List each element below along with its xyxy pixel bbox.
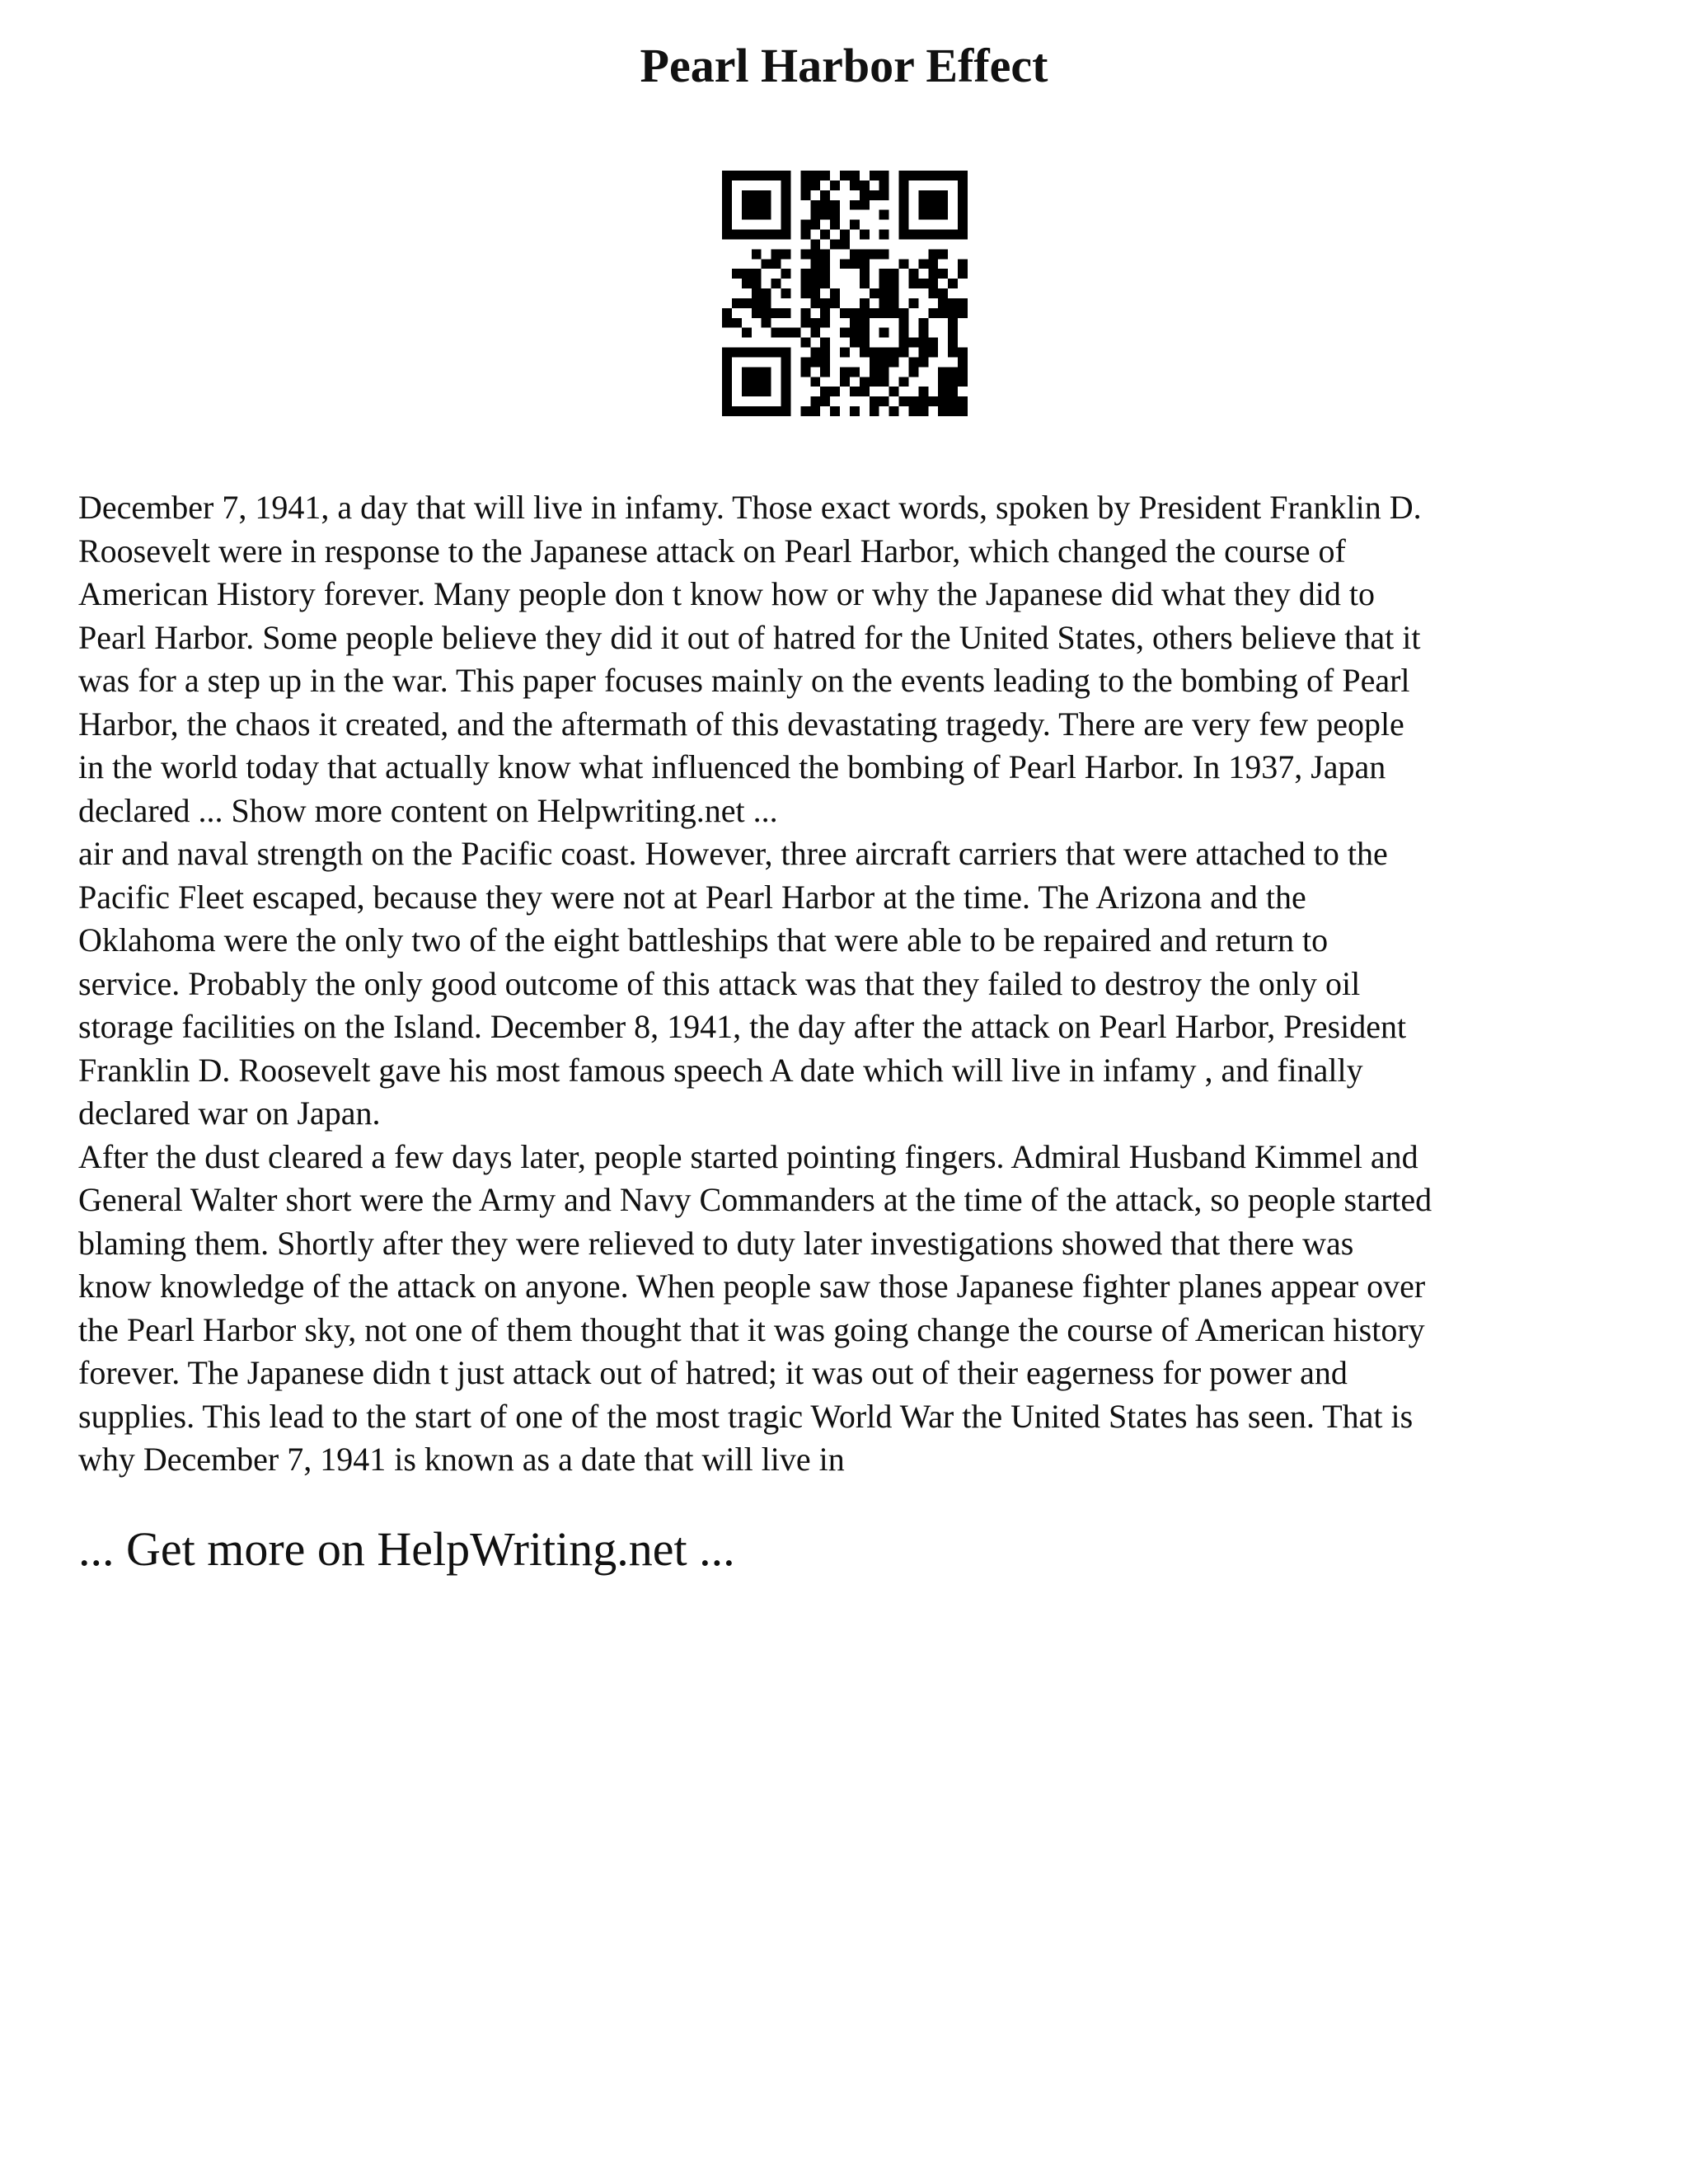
qr-code-icon [722, 171, 968, 416]
qr-code-graphic [722, 171, 968, 416]
paragraph-line: blaming them. Shortly after they were relieved to duty later investigations showed that there was [78, 1224, 1354, 1262]
paragraph-line: Franklin D. Roosevelt gave his most famous speech A date which will live in infamy , and finally [78, 1051, 1363, 1089]
page-title: Pearl Harbor Effect [640, 39, 1048, 92]
paragraph-line: forever. The Japanese didn t just attack out of hatred; it was out of their eagerness for power and [78, 1354, 1348, 1391]
paragraph-line: service. Probably the only good outcome of this attack was that they failed to destroy the only oil [78, 964, 1361, 1002]
paragraph-line: American History forever. Many people don t know how or why the Japanese did what they did to [78, 575, 1375, 612]
paragraph-line: supplies. This lead to the start of one of the most tragic World War the United States has seen. That is [78, 1397, 1414, 1435]
article-body [78, 486, 1628, 1482]
paragraph-line: in the world today that actually know what influenced the bombing of Pearl Harbor. In 1937, Japan [78, 748, 1386, 785]
paragraph-line: the Pearl Harbor sky, not one of them thought that it was going change the course of American history [78, 1310, 1425, 1348]
paragraph-line: Roosevelt were in response to the Japanese attack on Pearl Harbor, which changed the course of [78, 532, 1346, 569]
get-more-link[interactable]: ... Get more on HelpWriting.net ... [78, 1522, 735, 1576]
paragraph-line: Oklahoma were the only two of the eight battleships that were able to be repaired and return to [78, 921, 1329, 958]
paragraph-line: General Walter short were the Army and Navy Commanders at the time of the attack, so people started [78, 1181, 1432, 1218]
paragraph-line: air and naval strength on the Pacific coast. However, three aircraft carriers that were attached to the [78, 835, 1388, 872]
paragraph-line: storage facilities on the Island. December 8, 1941, the day after the attack on Pearl Harbor, President [78, 1008, 1407, 1045]
paragraph-line: December 7, 1941, a day that will live in infamy. Those exact words, spoken by President Franklin D. [78, 489, 1422, 526]
paragraph-line: Harbor, the chaos it created, and the aftermath of this devastating tragedy. There are very few people [78, 705, 1404, 743]
paragraph-line: Pearl Harbor. Some people believe they did it out of hatred for the United States, others believe that it [78, 618, 1421, 656]
paragraph-line: Pacific Fleet escaped, because they were not at Pearl Harbor at the time. The Arizona and the [78, 878, 1306, 916]
paragraph-line: declared war on Japan. [78, 1094, 381, 1132]
paragraph-line: was for a step up in the war. This paper focuses mainly on the events leading to the bombing of Pearl [78, 662, 1410, 699]
paragraph-line: After the dust cleared a few days later, people started pointing fingers. Admiral Husband Kimmel and [78, 1137, 1418, 1175]
paragraph-line: know knowledge of the attack on anyone. When people saw those Japanese fighter planes appear over [78, 1268, 1426, 1305]
paragraph-line: declared ... Show more content on Helpwriting.net ... [78, 791, 778, 829]
paragraph-line: why December 7, 1941 is known as a date that will live in [78, 1441, 845, 1478]
